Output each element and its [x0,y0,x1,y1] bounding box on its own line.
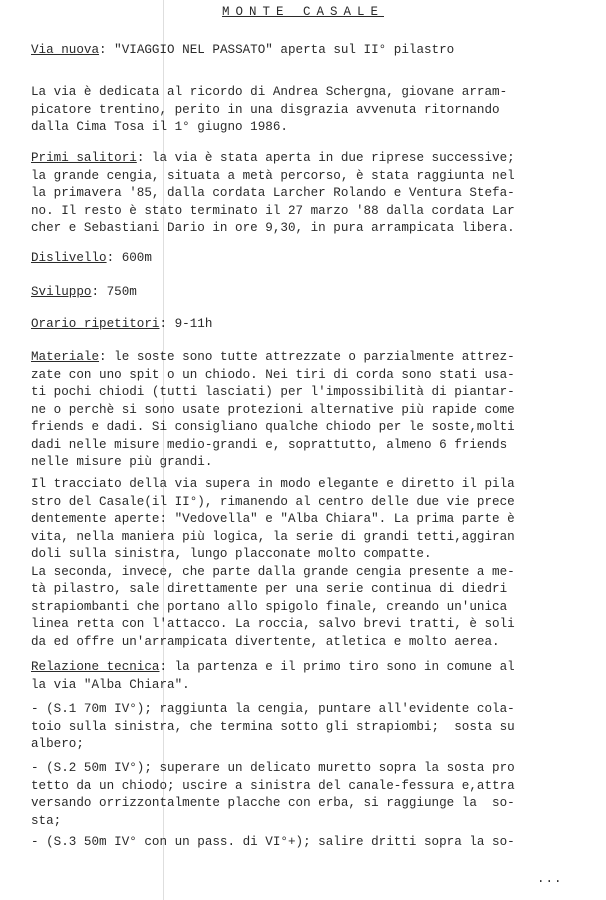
gear-line: friends e dadi. Si consigliano qualche chiodo per le soste,molti [31,420,515,434]
gear-line: ne o perchè si sono usate protezioni alternative più rapide come [31,402,515,417]
pitch-line: - (S.2 50m IV°); superare un delicato muretto sopra la sosta pro [31,761,515,775]
technical-report-line: la via "Alba Chiara". [31,677,190,692]
pitch-line: - (S.1 70m IV°); raggiunta la cengia, puntare all'evidente cola- [31,702,515,716]
pitch-line: sta; [31,813,62,828]
gear-text: : le soste sono tutte attrezzate o parzialmente attrez- [99,350,515,364]
pitch-1 [31,701,591,754]
pitch-2 [31,760,591,830]
repeat-time [31,316,591,334]
first-ascent-line: la grande cengia, situata a metà percorso, è stata raggiunta nel [31,168,515,183]
page-title: MONTE CASALE [221,5,384,19]
first-ascent-line: no. Il resto è stato terminato il 27 marzo '88 dalla cordata Lar [31,203,515,218]
continuation-marker: ... [537,872,563,886]
intro-line: picatore trentino, perito in una disgrazia avvenuta ritornando [31,102,500,117]
repeat-time-value: : 9-11h [159,317,213,331]
route-description-line: doli sulla sinistra, lungo placconate molto compatte. [31,547,432,561]
route-description-line: da ed offre un'arrampicata divertente, atletica e molto aerea. [31,634,500,649]
technical-report-text: : la partenza e il primo tiro sono in comune al [159,660,515,674]
gear-line: zate con uno spit o un chiodo. Nei tiri di corda sono stati usa- [31,367,515,382]
intro-line: dalla Cima Tosa il 1° giugno 1986. [31,120,288,134]
technical-report-label: Relazione tecnica [31,660,160,674]
elevation-gain-value: : 600m [106,251,152,265]
route-description-line: vita, nella maniera più logica, la serie di grandi tetti,aggiran [31,529,515,544]
intro-paragraph [31,84,591,137]
pitch-line: toio sulla sinistra, che termina sotto gli strapiombi; sosta su [31,719,515,734]
route-description-line: dentemente aperte: "Vedovella" e "Alba Chiara". La prima parte è [31,512,515,526]
route-description-line: Il tracciato della via supera in modo elegante e diretto il pila [31,477,515,491]
route-description-line: linea retta con l'attacco. La roccia, salvo brevi tratti, è soli [31,617,515,631]
route-description [31,476,591,651]
pitch-line: albero; [31,737,84,751]
technical-report [31,659,591,694]
route-length [31,284,591,302]
first-ascent-label: Primi salitori [31,151,137,165]
gear-line: dadi nelle misure medio-grandi e, soprattutto, almeno 6 friends [31,437,508,452]
first-ascent-text: : la via è stata aperta in due riprese successive; [136,151,515,165]
gear-section [31,349,591,472]
gear-label: Materiale [31,350,100,364]
pitch-3 [31,834,591,852]
route-heading-text: : "VIAGGIO NEL PASSATO" aperta sul II° pilastro [99,43,455,57]
route-heading [31,42,591,60]
pitch-line: versando orrizzontalmente placche con erba, si raggiunge la so- [31,796,515,810]
route-length-value: : 750m [91,285,137,299]
elevation-gain-label: Dislivello [31,251,107,265]
intro-line: La via è dedicata al ricordo di Andrea Schergna, giovane arram- [31,85,508,99]
route-description-line: stro del Casale(il II°), rimanendo al centro delle due vie prece [31,494,515,509]
first-ascent-section [31,150,591,238]
route-heading-label: Via nuova [31,43,100,57]
pitch-line: - (S.3 50m IV° con un pass. di VI°+); salire dritti sopra la so- [31,835,515,849]
gear-line: ti pochi chiodi (tutti lasciati) per l'impossibilità di piantar- [31,385,515,399]
first-ascent-line: la primavera '85, dalla cordata Larcher Rolando e Ventura Stefa- [31,186,515,200]
first-ascent-line: cher e Sebastiani Dario in ore 9,30, in pura arrampicata libera. [31,221,515,235]
pitch-line: tetto da un chiodo; uscire a sinistra del canale-fessura e,attra [31,778,515,793]
route-length-label: Sviluppo [31,285,92,299]
repeat-time-label: Orario ripetitori [31,317,160,331]
route-description-line: La seconda, invece, che parte dalla grande cengia presente a me- [31,564,515,579]
route-description-line: strapiombanti che portano allo spigolo finale, creando un'unica [31,599,508,614]
gear-line: nelle misure più grandi. [31,455,213,469]
elevation-gain [31,250,591,268]
route-description-line: tà pilastro, sale direttamente per una serie continua di diedri [31,582,508,596]
